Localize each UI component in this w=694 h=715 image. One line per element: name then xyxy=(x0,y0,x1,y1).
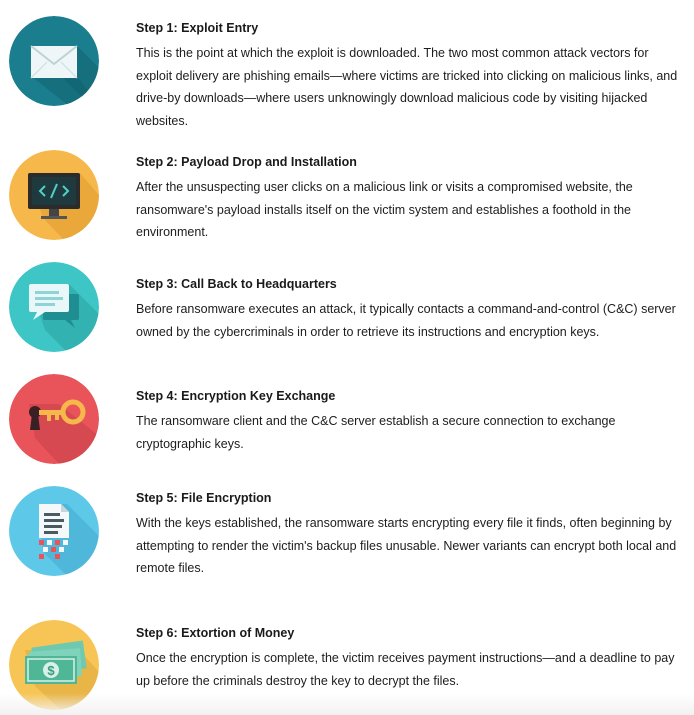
encrypted-file-icon xyxy=(9,486,99,576)
step-description: With the keys established, the ransomware starts encrypting every file it finds, often beginning by attempting to render the victim's backup files unusable. Newer variants can encrypt both local and remote files. xyxy=(136,516,677,575)
step-title: Step 2: Payload Drop and Installation xyxy=(136,155,357,169)
svg-text:$: $ xyxy=(47,663,55,678)
bottom-fade xyxy=(0,693,694,715)
step-description: Before ransomware executes an attack, it typically contacts a command-and-control (C&C) server owned by the cybercriminals in order to retrieve its instructions and encryption keys. xyxy=(136,302,676,339)
step-title: Step 4: Encryption Key Exchange xyxy=(136,389,336,403)
monitor-code-icon xyxy=(9,150,99,240)
envelope-icon xyxy=(9,16,99,106)
step-title: Step 1: Exploit Entry xyxy=(136,21,259,35)
step-title: Step 3: Call Back to Headquarters xyxy=(136,277,337,291)
step-description: The ransomware client and the C&C server establish a secure connection to exchange cryptographic keys. xyxy=(136,414,616,451)
chat-bubbles-icon xyxy=(9,262,99,352)
step-title: Step 6: Extortion of Money xyxy=(136,626,295,640)
step-description: Once the encryption is complete, the victim receives payment instructions—and a deadline to pay up before the criminals destroy the key to decrypt the files. xyxy=(136,651,675,688)
step-description: This is the point at which the exploit is downloaded. The two most common attack vectors for exploit delivery are phishing emails—where victims are tricked into clicking on malicious links, and drive-by downloads—where users unknowingly download malicious code by visiting hijacked websites. xyxy=(136,46,678,128)
step-description: After the unsuspecting user clicks on a malicious link or visits a compromised website, the ransomware's payload installs itself on the victim system and establishes a foothold in the environment. xyxy=(136,180,633,239)
key-lock-icon xyxy=(9,374,99,464)
step-title: Step 5: File Encryption xyxy=(136,491,272,505)
